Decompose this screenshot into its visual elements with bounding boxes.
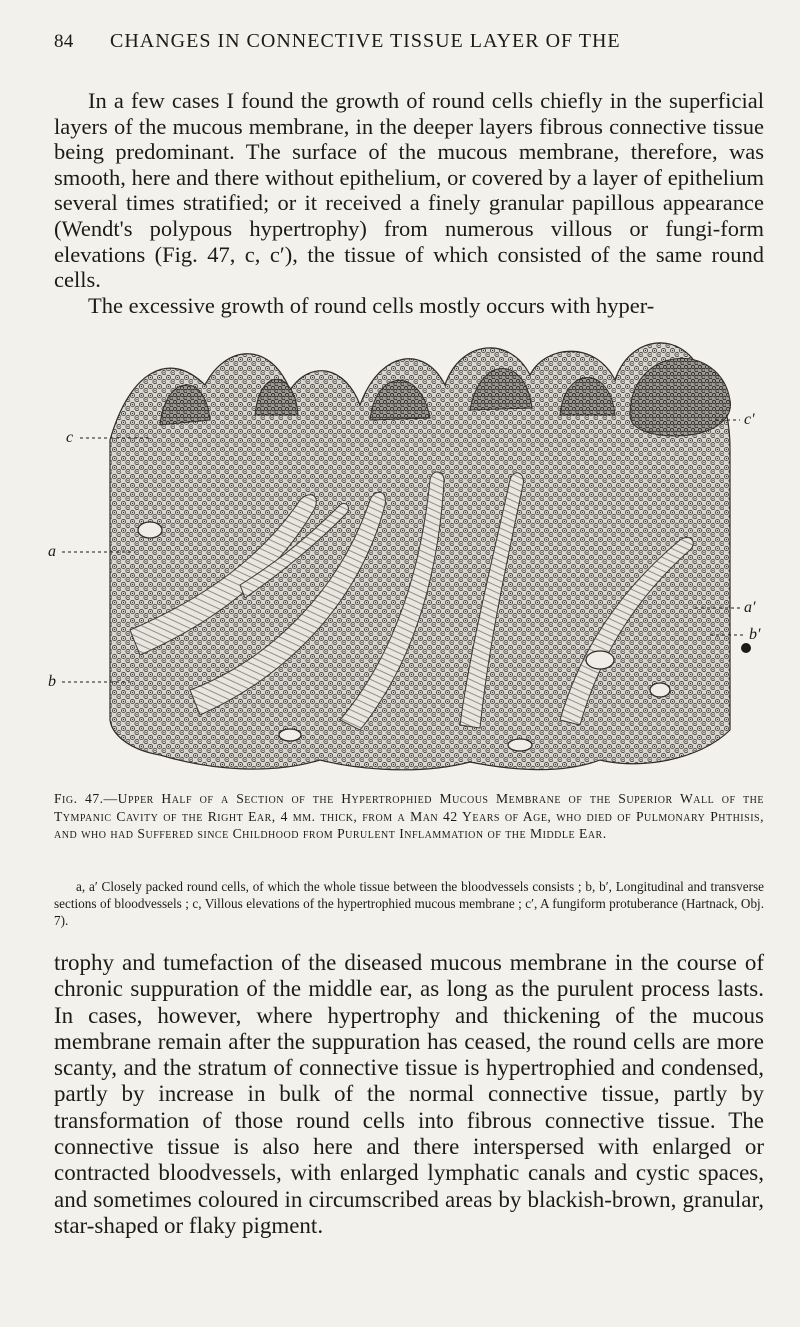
- paragraph-1-text: In a few cases I found the growth of round cells chiefly in the superficial layers of the mucous membrane, in the deeper layers fibrous connective tissue being predominant. The surface of the mucous membrane, therefore, was smooth, here and there without epithelium, or covered by a layer of epithelium several times stratified; or it received a finely granular papillous appearance (Wendt's polypous hypertrophy) from numerous villous or fungi-form elevations (Fig. 47, c, c′), the tissue of which consisted of the same round cells.: [54, 88, 764, 293]
- page-number: 84: [54, 31, 74, 52]
- figure-label-b-prime: b′: [749, 626, 761, 643]
- body-paragraph-3: [54, 950, 764, 1239]
- running-header: [54, 30, 760, 53]
- figure-label-c: c: [66, 429, 74, 446]
- figure-legend: [54, 878, 764, 929]
- pigment-spot: [741, 643, 751, 653]
- figure-47-histology-illustration: [40, 330, 780, 780]
- figure-caption: [54, 790, 764, 843]
- body-paragraph-1: [54, 88, 764, 318]
- figure-legend-text: a, a′ Closely packed round cells, of which the whole tissue between the bloodvessels consists ; b, b′, Longitudinal and transverse sections of bloodvessels ; c, Villous elevations of the hypertrophied mucous membrane ; c′, A fungiform protuberance (Hartnack, Obj. 7).: [54, 879, 764, 928]
- running-title: CHANGES IN CONNECTIVE TISSUE LAYER OF THE: [110, 30, 621, 52]
- figure-47-drawing: [40, 330, 780, 780]
- figure-caption-title: Fig. 47.—Upper Half of a Section of the Hypertrophied Mucous Membrane of the Superior Wall of the Tympanic Cavity of the Right Ear, 4 mm. thick, from a Man 42 Years of Age, who died of Pulmonary Phthisis, and who had Suffered since Childhood from Purulent Inflammation of the Middle Ear.: [54, 791, 764, 841]
- figure-label-b: b: [48, 673, 56, 690]
- figure-label-a: a: [48, 543, 56, 560]
- paragraph-2-start: The excessive growth of round cells mostly occurs with hyper-: [88, 292, 655, 318]
- paragraph-3-text: trophy and tumefaction of the diseased mucous membrane in the course of chronic suppuration of the middle ear, as long as the purulent process lasts. In cases, however, where hypertrophy and thickening of the mucous membrane remain after the suppuration has ceased, the round cells are more scanty, and the stratum of connective tissue is hypertrophied and condensed, partly by increase in bulk of the normal connective tissue, partly by transformation of those round cells into fibrous connective tissue. The connective tissue is also here and there interspersed with enlarged or contracted bloodvessels, with enlarged lymphatic canals and cystic spaces, and sometimes coloured in circumscribed areas by blackish-brown, granular, star-shaped or flaky pigment.: [54, 950, 764, 1238]
- figure-label-c-prime: c′: [744, 411, 755, 428]
- figure-label-a-prime: a′: [744, 599, 756, 616]
